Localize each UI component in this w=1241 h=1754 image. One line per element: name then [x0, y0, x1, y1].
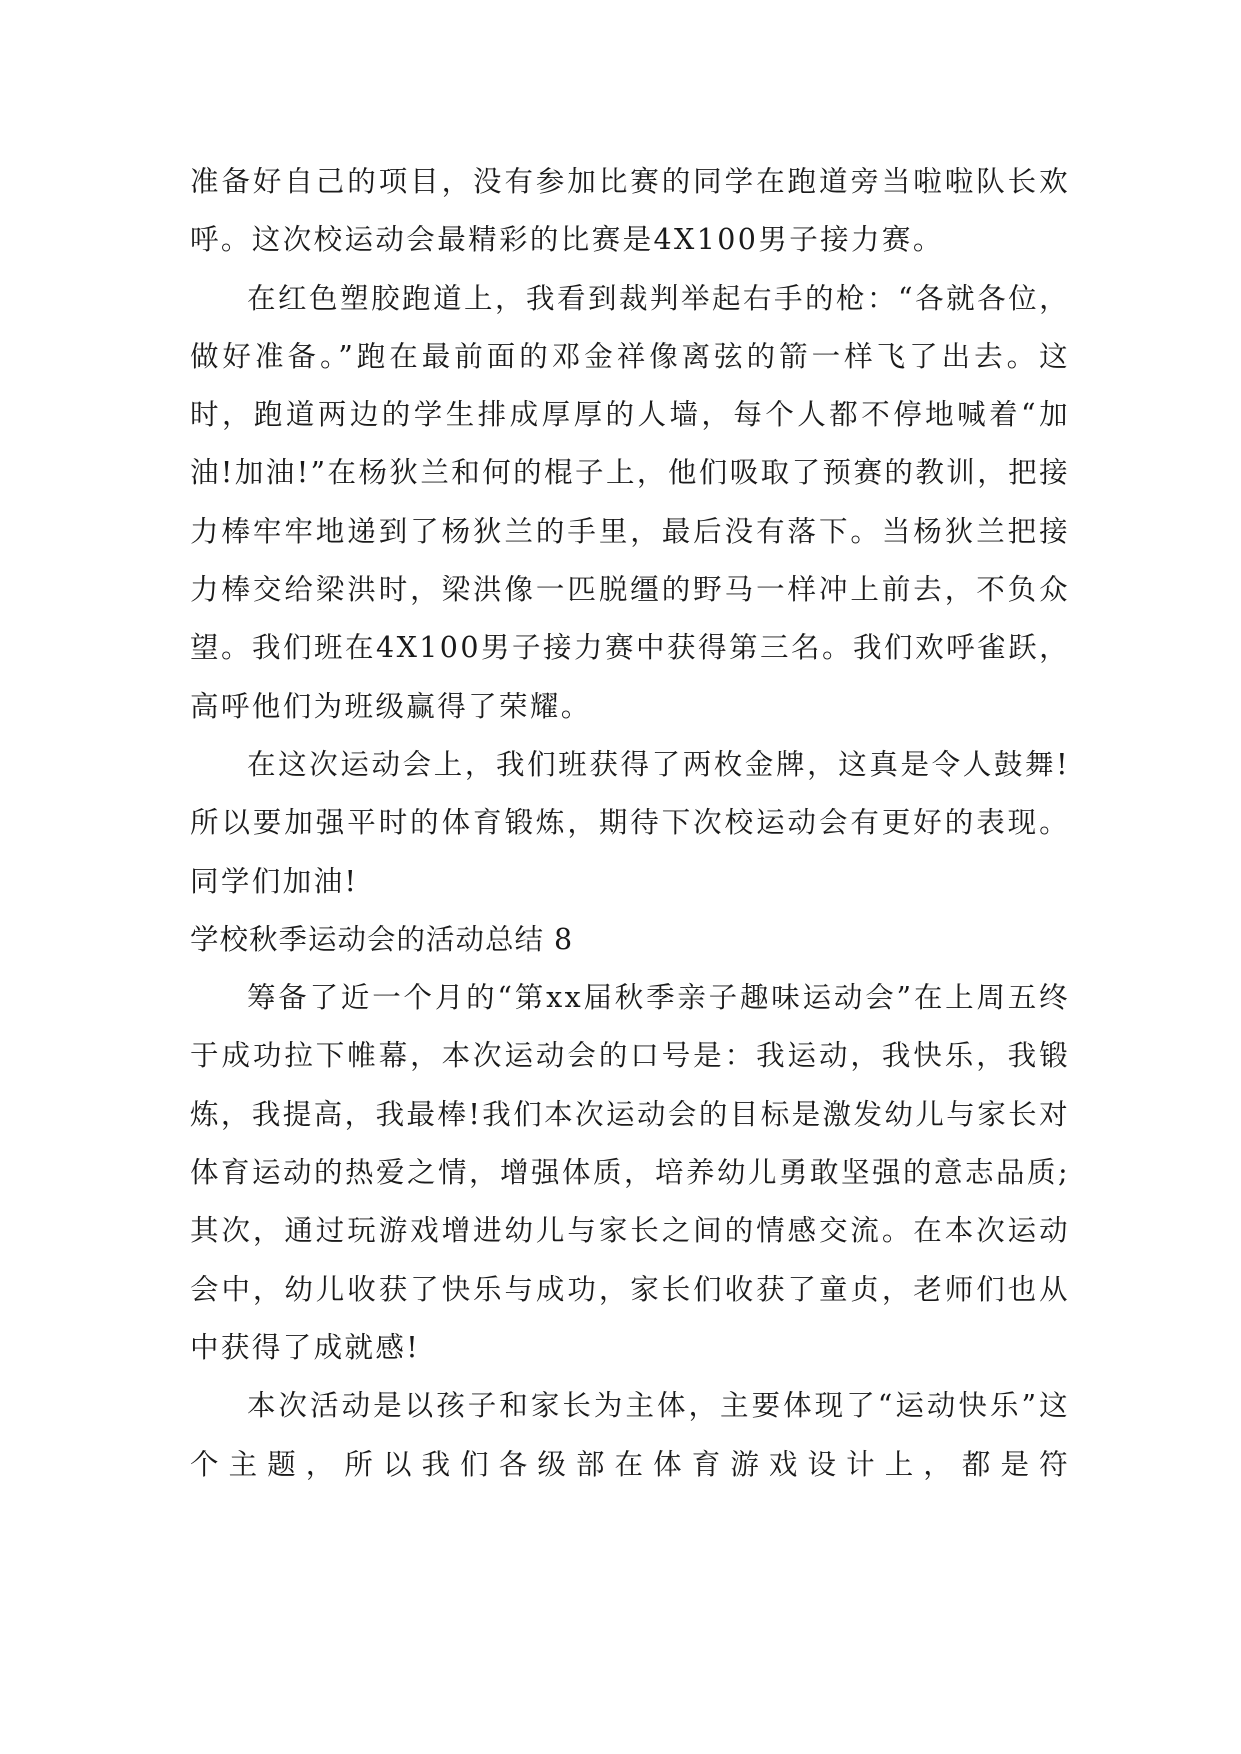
paragraph-activity-theme: 本次活动是以孩子和家长为主体，主要体现了“运动快乐”这个主题，所以我们各级部在体育游戏设计上，都是符	[190, 1389, 1070, 1481]
paragraph-conclusion: 在这次运动会上，我们班获得了两枚金牌，这真是令人鼓舞!所以要加强平时的体育锻炼，期待下次校运动会有更好的表现。同学们加油!	[190, 747, 1070, 898]
document-body	[190, 153, 1070, 1494]
paragraph-parent-child-games: 筹备了近一个月的“第xx届秋季亲子趣味运动会”在上周五终于成功拉下帷幕，本次运动会的口号是：我运动，我快乐，我锻炼，我提高，我最棒!我们本次运动会的目标是激发幼儿与家长对体育运动的热爱之情，增强体质，培养幼儿勇敢坚强的意志品质;其次，通过玩游戏增进幼儿与家长之间的情感交流。在本次运动会中，幼儿收获了快乐与成功，家长们收获了童贞，老师们也从中获得了成就感!	[190, 981, 1070, 1364]
paragraph-relay-race: 在红色塑胶跑道上，我看到裁判举起右手的枪：“各就各位，做好准备。”跑在最前面的邓金祥像离弦的箭一样飞了出去。这时，跑道两边的学生排成厚厚的人墙，每个人都不停地喊着“加油!加油!”在杨狄兰和何的棍子上，他们吸取了预赛的教训，把接力棒牢牢地递到了杨狄兰的手里，最后没有落下。当杨狄兰把接力棒交给梁洪时，梁洪像一匹脱缰的野马一样冲上前去，不负众望。我们班在4X100男子接力赛中获得第三名。我们欢呼雀跃，高呼他们为班级赢得了荣耀。	[190, 281, 1070, 723]
paragraph-relay-intro: 准备好自己的项目，没有参加比赛的同学在跑道旁当啦啦队长欢呼。这次校运动会最精彩的比赛是4X100男子接力赛。	[190, 165, 1070, 257]
section-heading: 学校秋季运动会的活动总结 8	[190, 922, 574, 956]
